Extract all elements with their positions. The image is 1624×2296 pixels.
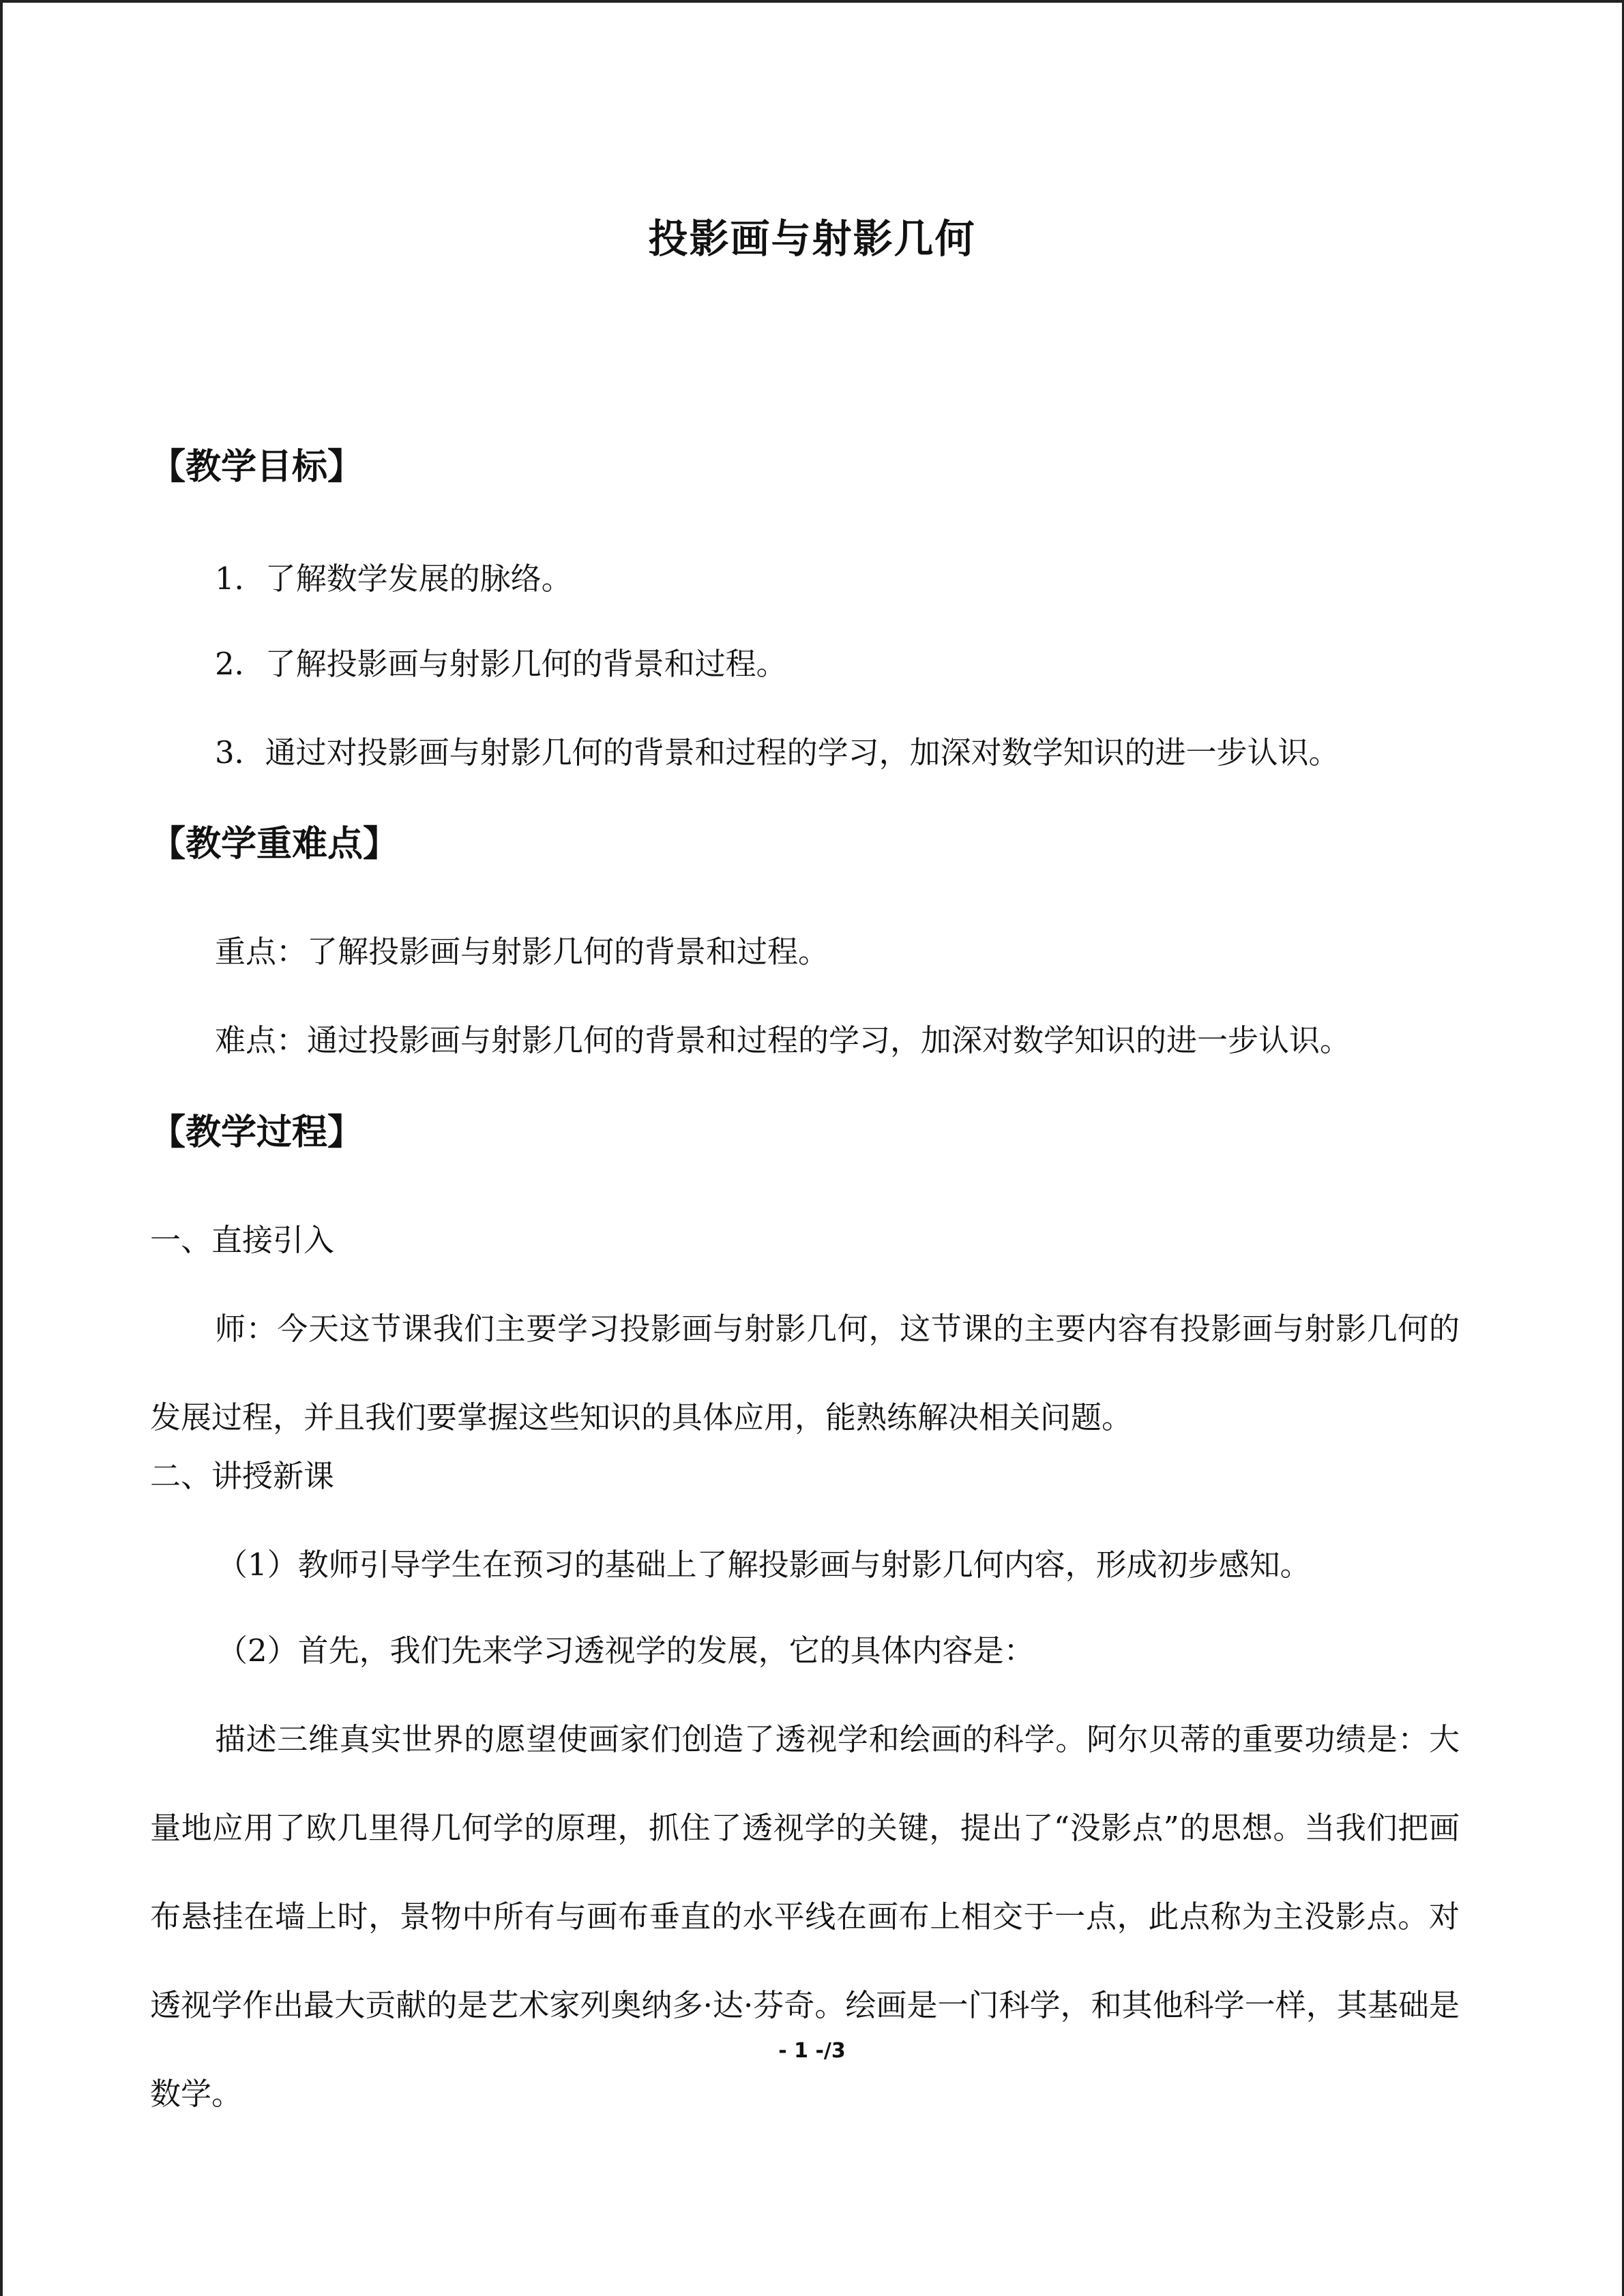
goal-item-1: 1．了解数学发展的脉络。 [215,561,572,597]
page-number: - 1 -/3 [778,2039,846,2063]
goal-item-3: 3．通过对投影画与射影几何的背景和过程的学习，加深对数学知识的进一步认识。 [215,734,1340,771]
goal-item-2: 2．了解投影画与射影几何的背景和过程。 [215,646,787,682]
document-title: 投影画与射影几何 [648,215,976,262]
key-point-text: 重点：了解投影画与射影几何的背景和过程。 [215,934,829,970]
difficult-point-text: 难点：通过投影画与射影几何的背景和过程的学习，加深对数学知识的进一步认识。 [215,1022,1351,1058]
part2-title: 二、讲授新课 [150,1458,335,1494]
page-left-border [0,0,3,2296]
heading-goals: 【教学目标】 [150,447,364,488]
perspective-paragraph: 描述三维真实世界的愿望使画家们创造了透视学和绘画的科学。阿尔贝蒂的重要功绩是：大量地应用了欧几里得几何学的原理，抓住了透视学的关键，提出了“没影点”的思想。当我们把画布悬挂在墙上时，景物中所有与画布垂直的水平线在画布上相交于一点，此点称为主没影点。对透视学作出最大贡献的是艺术家列奥纳多·达·芬奇。绘画是一门科学，和其他科学一样，其基础是数学。 [150,1721,1460,2112]
heading-process: 【教学过程】 [150,1112,364,1153]
part1-paragraph: 师：今天这节课我们主要学习投影画与射影几何，这节课的主要内容有投影画与射影几何的发展过程，并且我们要掌握这些知识的具体应用，能熟练解决相关问题。 [150,1311,1460,1435]
step-1-text: （1）教师引导学生在预习的基础上了解投影画与射影几何内容，形成初步感知。 [217,1547,1311,1583]
heading-key-points: 【教学重难点】 [150,824,399,865]
part1-title: 一、直接引入 [150,1222,335,1258]
page-top-border [0,0,1624,3]
step-2-text: （2）首先，我们先来学习透视学的发展，它的具体内容是： [217,1632,1035,1669]
